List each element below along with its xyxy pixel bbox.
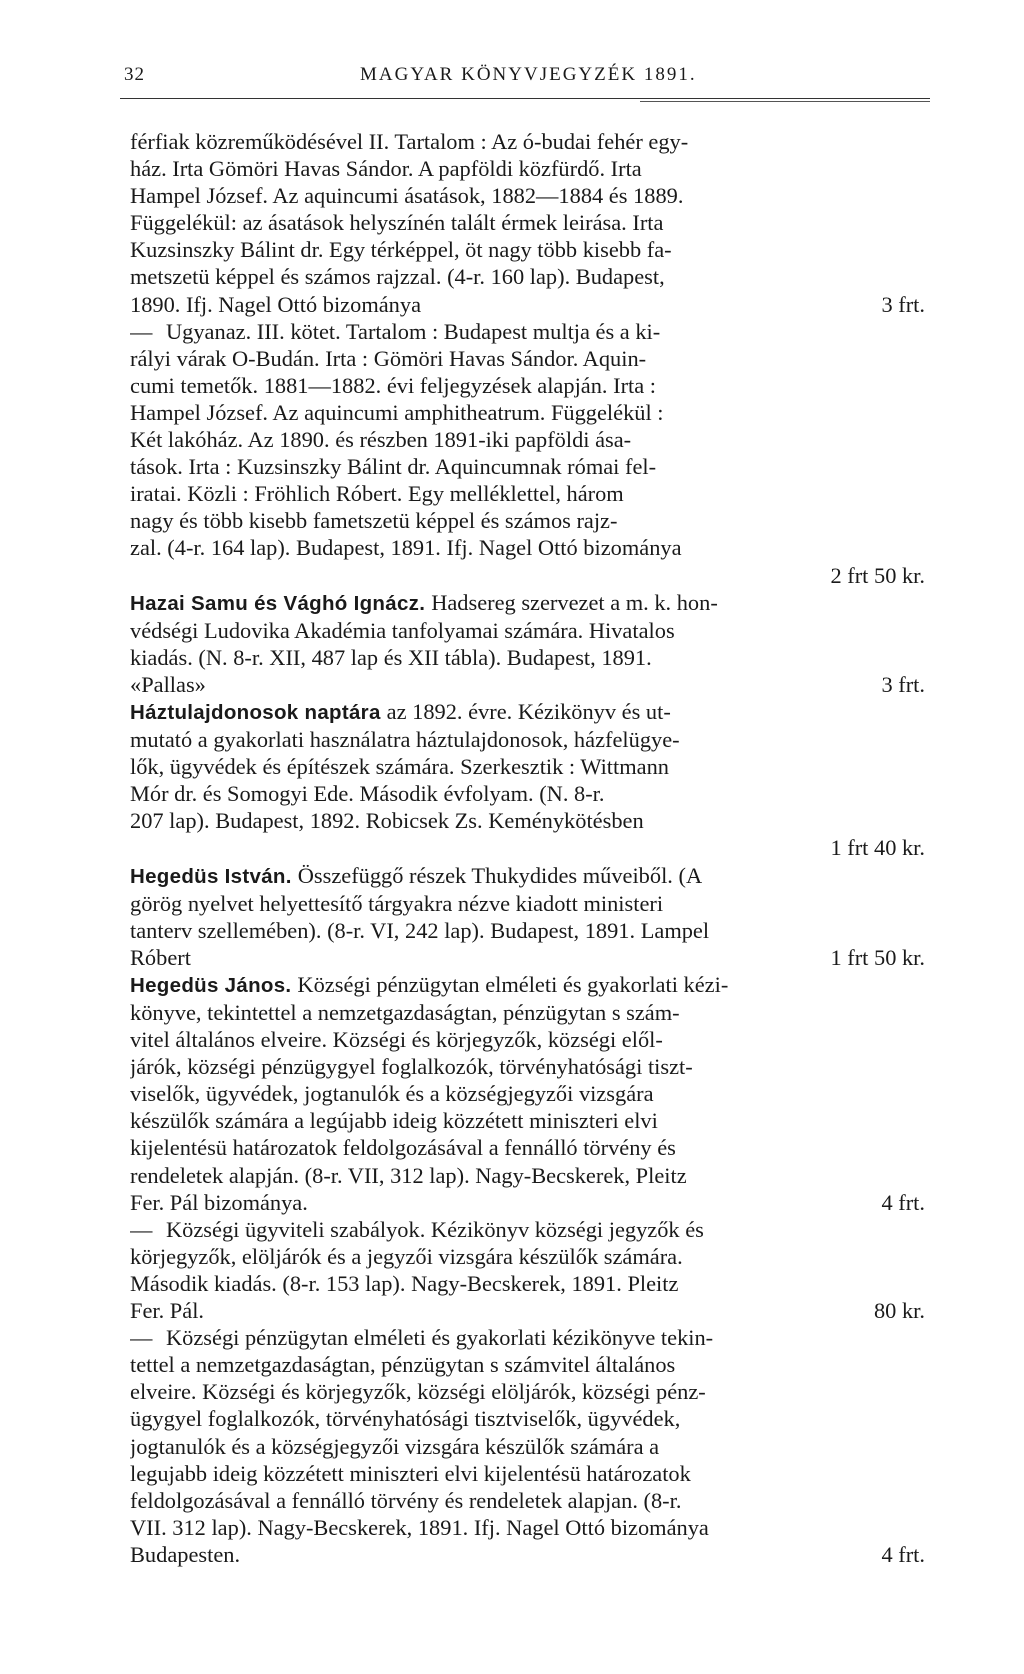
entry-line: [130, 480, 925, 507]
entry-line-text: 207 lap). Budapest, 1892. Robicsek Zs. Keménykötésben: [130, 808, 644, 834]
entry-line-text: Összefüggő részek Thukydides műveiből. (A: [297, 862, 703, 888]
catalogue-entry: [130, 862, 925, 971]
entry-line: [130, 1053, 925, 1080]
entry-line: [130, 209, 925, 236]
entry-last-line: Budapesten.: [130, 1541, 241, 1567]
entry-line: [130, 1351, 925, 1378]
entry-price: 1 frt 50 kr.: [830, 944, 925, 970]
entry-line-text: mutató a gyakorlati használatra háztulajdonosok, házfelügye-: [130, 727, 680, 753]
entry-line-text: legujabb ideig közzétett miniszteri elvi kijelentésü határozatok: [130, 1460, 691, 1486]
catalogue-entry: [130, 1216, 925, 1324]
entry-last-line: Fer. Pál.: [130, 1298, 205, 1324]
entry-line: [130, 1514, 925, 1541]
entry-line: [130, 617, 925, 644]
entry-line-text: Hampel József. Az aquincumi ásatások, 1882—1884 és 1889.: [130, 183, 684, 209]
entry-line-text: Községi ügyviteli szabályok. Kézikönyv községi jegyzők és: [166, 1216, 704, 1242]
ditto-dash: —: [130, 1216, 153, 1242]
entry-line-text: Községi pénzügytan elméleti és gyakorlati kézi-: [297, 971, 729, 997]
entry-line: [130, 345, 925, 372]
entry-line-text: férfiak közreműködésével II. Tartalom : Az ó-budai fehér egy-: [130, 129, 689, 154]
entry-line-text: vitel általános elveire. Községi és körjegyzők, községi elől-: [130, 1027, 663, 1053]
entry-line-text: Második kiadás. (8-r. 153 lap). Nagy-Becskerek, 1891. Pleitz: [130, 1270, 679, 1296]
entry-line-text: görög nyelvet helyettesítő tárgyakra nézve kiadott ministeri: [130, 890, 664, 916]
entry-line-text: cumi temetők. 1881—1882. évi feljegyzések alapján. Irta :: [130, 372, 657, 398]
entry-line: [130, 1026, 925, 1053]
entry-line: [130, 917, 925, 944]
entry-last-line: 1890. Ifj. Nagel Ottó bizománya: [130, 291, 422, 317]
entry-line: [130, 1487, 925, 1514]
entry-line-text: metszetü képpel és számos rajzzal. (4-r. 160 lap). Budapest,: [130, 264, 665, 290]
entry-line: [130, 426, 925, 453]
entry-line: [130, 1134, 925, 1161]
entry-line-text: körjegyzők, elöljárók és a jegyzői vizsgára készülők számára.: [130, 1243, 683, 1269]
entry-line-text: Mór dr. és Somogyi Ede. Második évfolyam. (N. 8-r.: [130, 781, 605, 807]
entry-price: 2 frt 50 kr.: [830, 562, 925, 588]
entry-author: Háztulajdonosok naptára: [130, 700, 387, 724]
entry-line-text: Hampel József. Az aquincumi amphitheatrum. Függelékül :: [130, 399, 664, 425]
entry-price: 4 frt.: [881, 1541, 925, 1567]
entry-line-text: kijelentésü határozatok feldolgozásával a fennálló törvény és: [130, 1135, 676, 1161]
entry-line-text: feldolgozásával a fennálló törvény és rendeletek alapjan. (8-r.: [130, 1487, 682, 1513]
entry-line-text: Hadsereg szervezet a m. k. hon-: [431, 589, 718, 615]
entry-line: [130, 644, 925, 671]
entry-line-text: az 1892. évre. Kézikönyv és ut-: [386, 698, 671, 724]
entry-line: [130, 726, 925, 753]
entry-line: [130, 236, 925, 263]
entry-line-text: ügygyel foglalkozók, törvényhatósági tisztviselők, ügyvédek,: [130, 1406, 681, 1432]
entry-last-line: «Pallas»: [130, 671, 206, 697]
entry-price-line: [130, 1541, 925, 1568]
entry-line-text: Községi pénzügytan elméleti és gyakorlati kézikönyve tekin-: [166, 1325, 714, 1351]
entry-author: Hegedüs István.: [130, 864, 298, 888]
entry-price: 1 frt 40 kr.: [830, 835, 925, 861]
entry-line: [130, 971, 925, 999]
entry-last-line: Fer. Pál bizománya.: [130, 1189, 308, 1215]
entry-line: [130, 890, 925, 917]
entry-author: Hazai Samu és Vághó Ignácz.: [130, 591, 432, 615]
page-number: 32: [124, 64, 145, 85]
entry-line: [130, 589, 925, 617]
entry-price-line: [130, 944, 925, 971]
entry-line: [130, 1378, 925, 1405]
entry-line: [130, 1405, 925, 1432]
running-title: MAGYAR KÖNYVJEGYZÉK 1891.: [360, 64, 697, 85]
entry-price: 4 frt.: [881, 1189, 925, 1215]
entry-line: [130, 780, 925, 807]
catalogue-entry: [130, 1324, 925, 1568]
ditto-dash: —: [130, 318, 153, 344]
entry-line-text: könyve, tekintettel a nemzetgazdaságtan, pénzügytan s szám-: [130, 1000, 680, 1025]
entry-line: [130, 1433, 925, 1460]
entry-line: [130, 1270, 925, 1297]
entry-line: [130, 1460, 925, 1487]
entry-line: [130, 1107, 925, 1134]
catalogue-entry: [130, 971, 925, 1216]
entry-line-text: Két lakóház. Az 1890. és részben 1891-iki papföldi ása-: [130, 427, 632, 453]
catalogue-entry: [130, 318, 925, 589]
entry-price-line: [130, 1189, 925, 1216]
header-rule-secondary: [640, 101, 930, 102]
entry-line: [130, 372, 925, 399]
entry-line-text: kiadás. (N. 8-r. XII, 487 lap és XII tábla). Budapest, 1891.: [130, 644, 652, 670]
entry-line-text: Függelékül: az ásatások helyszínén talált érmek leirása. Irta: [130, 210, 664, 236]
entry-line-text: viselők, ügyvédek, jogtanulók és a községjegyzői vizsgára: [130, 1081, 654, 1107]
entry-line: [130, 807, 925, 834]
entry-line: [130, 1324, 925, 1351]
entry-line: [130, 999, 925, 1026]
entry-price-line: [130, 562, 925, 589]
entry-line: [130, 399, 925, 426]
entry-line-text: rályi várak O-Budán. Irta : Gömöri Havas Sándor. Aquin-: [130, 345, 647, 371]
header-rule: [120, 98, 930, 99]
ditto-dash: —: [130, 1325, 153, 1351]
catalogue-entry: [130, 128, 925, 318]
entry-price: 3 frt.: [881, 671, 925, 697]
entry-line-text: tettel a nemzetgazdaságtan, pénzügytan s számvitel általános: [130, 1352, 676, 1378]
entry-line: [130, 698, 925, 726]
entry-line: [130, 182, 925, 209]
entry-price-line: [130, 291, 925, 318]
entry-line-text: VII. 312 lap). Nagy-Becskerek, 1891. Ifj. Nagel Ottó bizománya: [130, 1514, 709, 1540]
entry-line: [130, 753, 925, 780]
entry-line-text: ház. Irta Gömöri Havas Sándor. A papföldi közfürdő. Irta: [130, 156, 642, 182]
entry-price-line: [130, 1297, 925, 1324]
catalogue-entry: [130, 698, 925, 862]
entry-last-line: Róbert: [130, 944, 191, 970]
entry-line-text: tások. Irta : Kuzsinszky Bálint dr. Aquincumnak római fel-: [130, 454, 657, 480]
catalogue-entry: [130, 589, 925, 698]
entry-line: [130, 263, 925, 290]
entry-price: 3 frt.: [881, 291, 925, 317]
entry-line-text: nagy és több kisebb fametszetü képpel és számos rajz-: [130, 508, 618, 534]
entry-line: [130, 1243, 925, 1270]
entry-line-text: iratai. Közli : Fröhlich Róbert. Egy melléklettel, három: [130, 481, 624, 507]
entry-author: Hegedüs János.: [130, 973, 298, 997]
entry-line-text: Kuzsinszky Bálint dr. Egy térképpel, öt nagy több kisebb fa-: [130, 237, 672, 263]
entry-price-line: [130, 671, 925, 698]
entry-line: [130, 318, 925, 345]
entry-line-text: védségi Ludovika Akadémia tanfolyamai számára. Hivatalos: [130, 617, 675, 643]
entry-line: [130, 1162, 925, 1189]
catalogue-body: [130, 128, 925, 1568]
entry-price-line: [130, 834, 925, 861]
entry-line: [130, 155, 925, 182]
entry-line: [130, 862, 925, 890]
entry-line-text: készülők számára a legújabb ideig közzétett miniszteri elvi: [130, 1108, 658, 1134]
entry-line-text: jogtanulók és a községjegyzői vizsgára készülők számára a: [130, 1433, 660, 1459]
entry-line-text: Ugyanaz. III. kötet. Tartalom : Budapest multja és a ki-: [166, 318, 661, 344]
entry-line: [130, 453, 925, 480]
entry-line-text: rendeletek alapján. (8-r. VII, 312 lap). Nagy-Becskerek, Pleitz: [130, 1162, 687, 1188]
entry-price: 80 kr.: [873, 1298, 925, 1324]
entry-line-text: elveire. Községi és körjegyzők, községi elöljárók, községi pénz-: [130, 1379, 706, 1405]
entry-line: [130, 534, 925, 561]
entry-line: [130, 1080, 925, 1107]
entry-line: [130, 507, 925, 534]
entry-line-text: járók, községi pénzügygyel foglalkozók, törvényhatósági tiszt-: [130, 1054, 693, 1080]
entry-line-text: zal. (4-r. 164 lap). Budapest, 1891. Ifj. Nagel Ottó bizománya: [130, 535, 682, 561]
entry-line: [130, 1216, 925, 1243]
entry-line-text: tanterv szellemében). (8-r. VI, 242 lap). Budapest, 1891. Lampel: [130, 917, 710, 943]
entry-line-text: lők, ügyvédek és építészek számára. Szerkesztik : Wittmann: [130, 754, 669, 780]
entry-line: [130, 128, 925, 155]
